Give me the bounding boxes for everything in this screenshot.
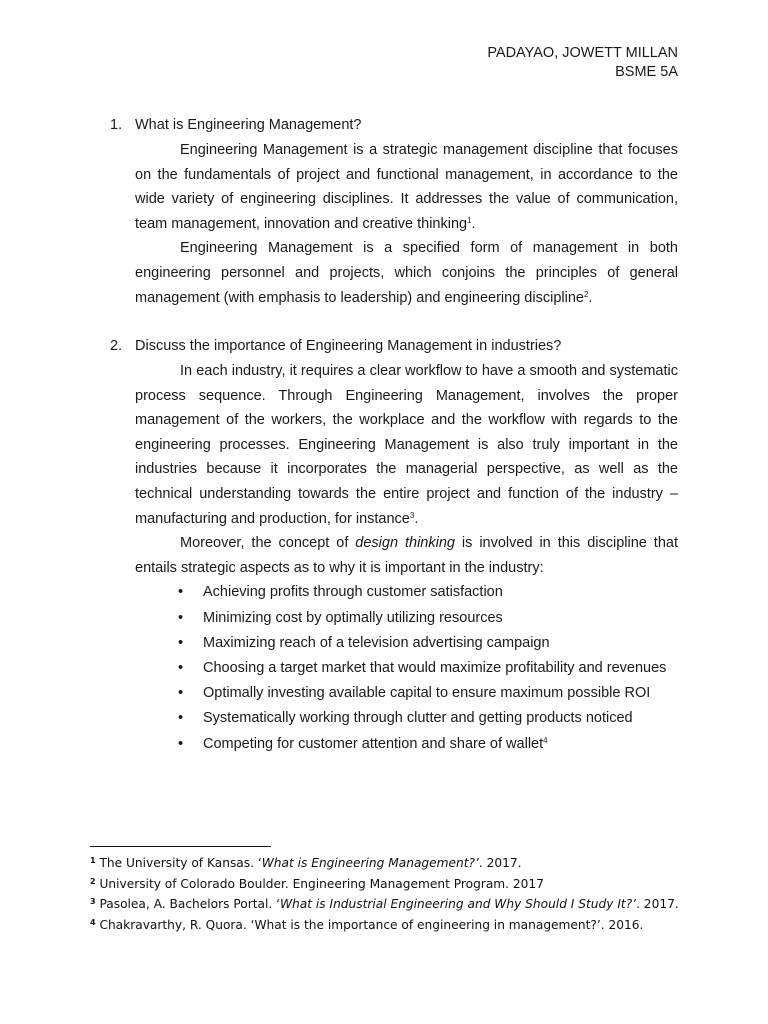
footnote: $^1$ The University of Kansas. ‘What is Engineering Management?’. 2017. [90,856,522,870]
bullet-icon: • [178,710,184,727]
page-header [487,44,678,82]
list-item: • Competing for customer attention and share of wallet$^4$ [178,732,678,757]
answer-paragraph: Engineering Management is a specified form of management in both engineering personnel and projects, which conjoins the principles of general management (with emphasis to leadership) and engineering discipline$^2$. [135,240,678,306]
bullet-list [110,580,678,756]
footnote: $^4$ Chakravarthy, R. Quora. ‘What is the importance of engineering in management?’. 2016. [90,917,644,932]
footnote-ref: 4 [543,735,548,745]
list-item: • Choosing a target market that would maximize profitability and revenues [178,656,678,681]
question-1 [110,116,678,310]
bullet-icon: • [178,735,184,752]
bullet-icon: • [178,685,184,702]
student-section: BSME 5A [615,64,678,80]
bullet-icon: • [178,584,184,601]
question-number: 1. [110,117,123,133]
footnote: $^2$ University of Colorado Boulder. Engineering Management Program. 2017 [90,876,544,891]
footnote-ref: 3 [409,510,415,520]
bullet-icon: • [178,659,184,676]
footnote: $^3$ Pasolea, A. Bachelors Portal. ‘What is Industrial Engineering and Why Should I Study It?’. 2017. [90,897,679,911]
question-text: What is Engineering Management? [135,117,362,133]
answer-paragraph: In each industry, it requires a clear workflow to have a smooth and systematic process sequence. Through Engineering Management, involves the proper management of the workers, the workplace and the workflow with regards to the engineering processes. Engineering Management is also truly important in the industries because it incorporates the managerial perspective, as well as the technical understanding towards the entire project and function of the industry – manufacturing and production, for instance$^3$. [135,363,678,527]
list-item: • Maximizing reach of a television advertising campaign [178,631,678,656]
emphasis-text: design thinking [355,535,455,552]
bullet-icon: • [178,634,184,651]
footnote-separator [90,846,271,847]
footnotes [90,853,710,935]
list-item: • Minimizing cost by optimally utilizing resources [178,606,678,631]
question-text: Discuss the importance of Engineering Management in industries? [135,338,562,354]
student-name: PADAYAO, JOWETT MILLAN [487,45,678,61]
footnote-ref: 1 [467,215,472,225]
bullet-icon: • [178,609,184,626]
answer-paragraph: Engineering Management is a strategic management discipline that focuses on the fundamentals of project and functional management, in accordance to the wide variety of engineering disciplines. It addresses the value of communication, team management, innovation and creative thinking$^1$. [135,142,678,232]
question-2 [110,337,678,757]
question-number: 2. [110,338,123,354]
answer-paragraph: Moreover, the concept of design thinking is involved in this discipline that entails strategic aspects as to why it is important in the industry: [135,535,678,576]
list-item: • Achieving profits through customer satisfaction [178,580,678,605]
list-item: • Optimally investing available capital to ensure maximum possible ROI [178,681,678,706]
list-item: • Systematically working through clutter and getting products noticed [178,706,678,731]
footnote-ref: 2 [583,289,589,299]
question-2-heading [110,337,678,356]
question-1-heading [110,116,678,135]
